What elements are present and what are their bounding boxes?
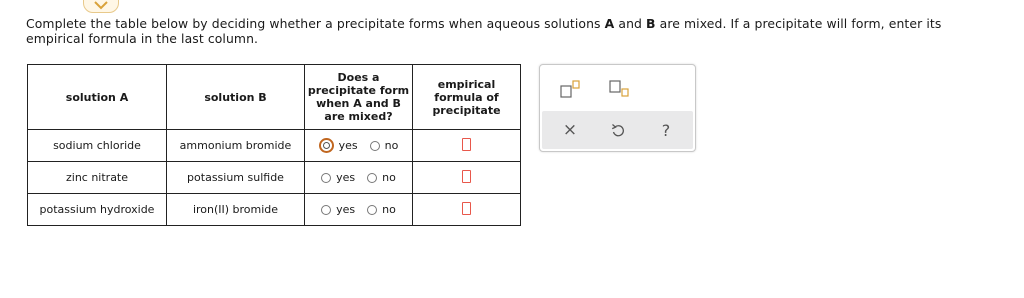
palette-action-bar (542, 111, 693, 149)
table-header-row (28, 65, 521, 130)
header-precipitate-question: Does a precipitate form when A and B are mixed? (305, 65, 413, 130)
radio-yes[interactable]: yes (321, 171, 355, 184)
radio-no[interactable]: no (367, 171, 396, 184)
formula-input[interactable] (462, 202, 471, 215)
table-row (28, 130, 521, 162)
clear-button[interactable] (550, 111, 590, 149)
subscript-box-icon (609, 80, 631, 98)
cell-precipitate-choice (305, 130, 413, 162)
superscript-button[interactable] (560, 80, 580, 102)
radio-unselected-icon[interactable] (321, 205, 331, 215)
radio-no[interactable]: no (370, 139, 399, 152)
radio-unselected-icon[interactable] (367, 205, 377, 215)
header-solution-b: solution B (167, 65, 305, 130)
header-solution-a: solution A (28, 65, 167, 130)
radio-unselected-icon[interactable] (370, 141, 380, 151)
undo-icon (611, 123, 625, 138)
cell-precipitate-choice (305, 194, 413, 226)
cell-formula-input (413, 130, 521, 162)
cell-solution-b: ammonium bromide (167, 130, 305, 162)
solution-a-ref: A (604, 16, 615, 31)
subscript-button[interactable] (609, 80, 631, 102)
cell-solution-b: iron(II) bromide (167, 194, 305, 226)
radio-unselected-icon[interactable] (367, 173, 377, 183)
table-row (28, 162, 521, 194)
radio-selected-icon[interactable] (319, 138, 334, 153)
close-icon: × (562, 120, 578, 140)
formula-palette (539, 64, 696, 152)
radio-yes[interactable]: yes (321, 203, 355, 216)
radio-unselected-icon[interactable] (321, 173, 331, 183)
radio-yes[interactable]: yes (319, 138, 358, 153)
cell-precipitate-choice (305, 162, 413, 194)
solution-b-ref: B (646, 16, 656, 31)
cell-solution-a: sodium chloride (28, 130, 167, 162)
cell-formula-input (413, 194, 521, 226)
chevron-down-icon (94, 1, 108, 10)
header-empirical-formula: empirical formula of precipitate (413, 65, 521, 130)
radio-no[interactable]: no (367, 203, 396, 216)
precipitate-table (27, 64, 521, 226)
help-button[interactable] (646, 111, 686, 149)
undo-button[interactable] (598, 111, 638, 149)
help-icon: ? (661, 120, 671, 140)
table-row (28, 194, 521, 226)
cell-solution-a: zinc nitrate (28, 162, 167, 194)
superscript-box-icon (560, 80, 580, 98)
cell-formula-input (413, 162, 521, 194)
formula-input[interactable] (462, 138, 471, 151)
collapse-chevron-button[interactable] (83, 0, 119, 13)
formula-input[interactable] (462, 170, 471, 183)
question-text: Complete the table below by deciding whether a precipitate forms when aqueous solutions A and B are mixed. If a precipitate will form, enter its empirical formula in the last column. (26, 16, 942, 46)
cell-solution-a: potassium hydroxide (28, 194, 167, 226)
cell-solution-b: potassium sulfide (167, 162, 305, 194)
